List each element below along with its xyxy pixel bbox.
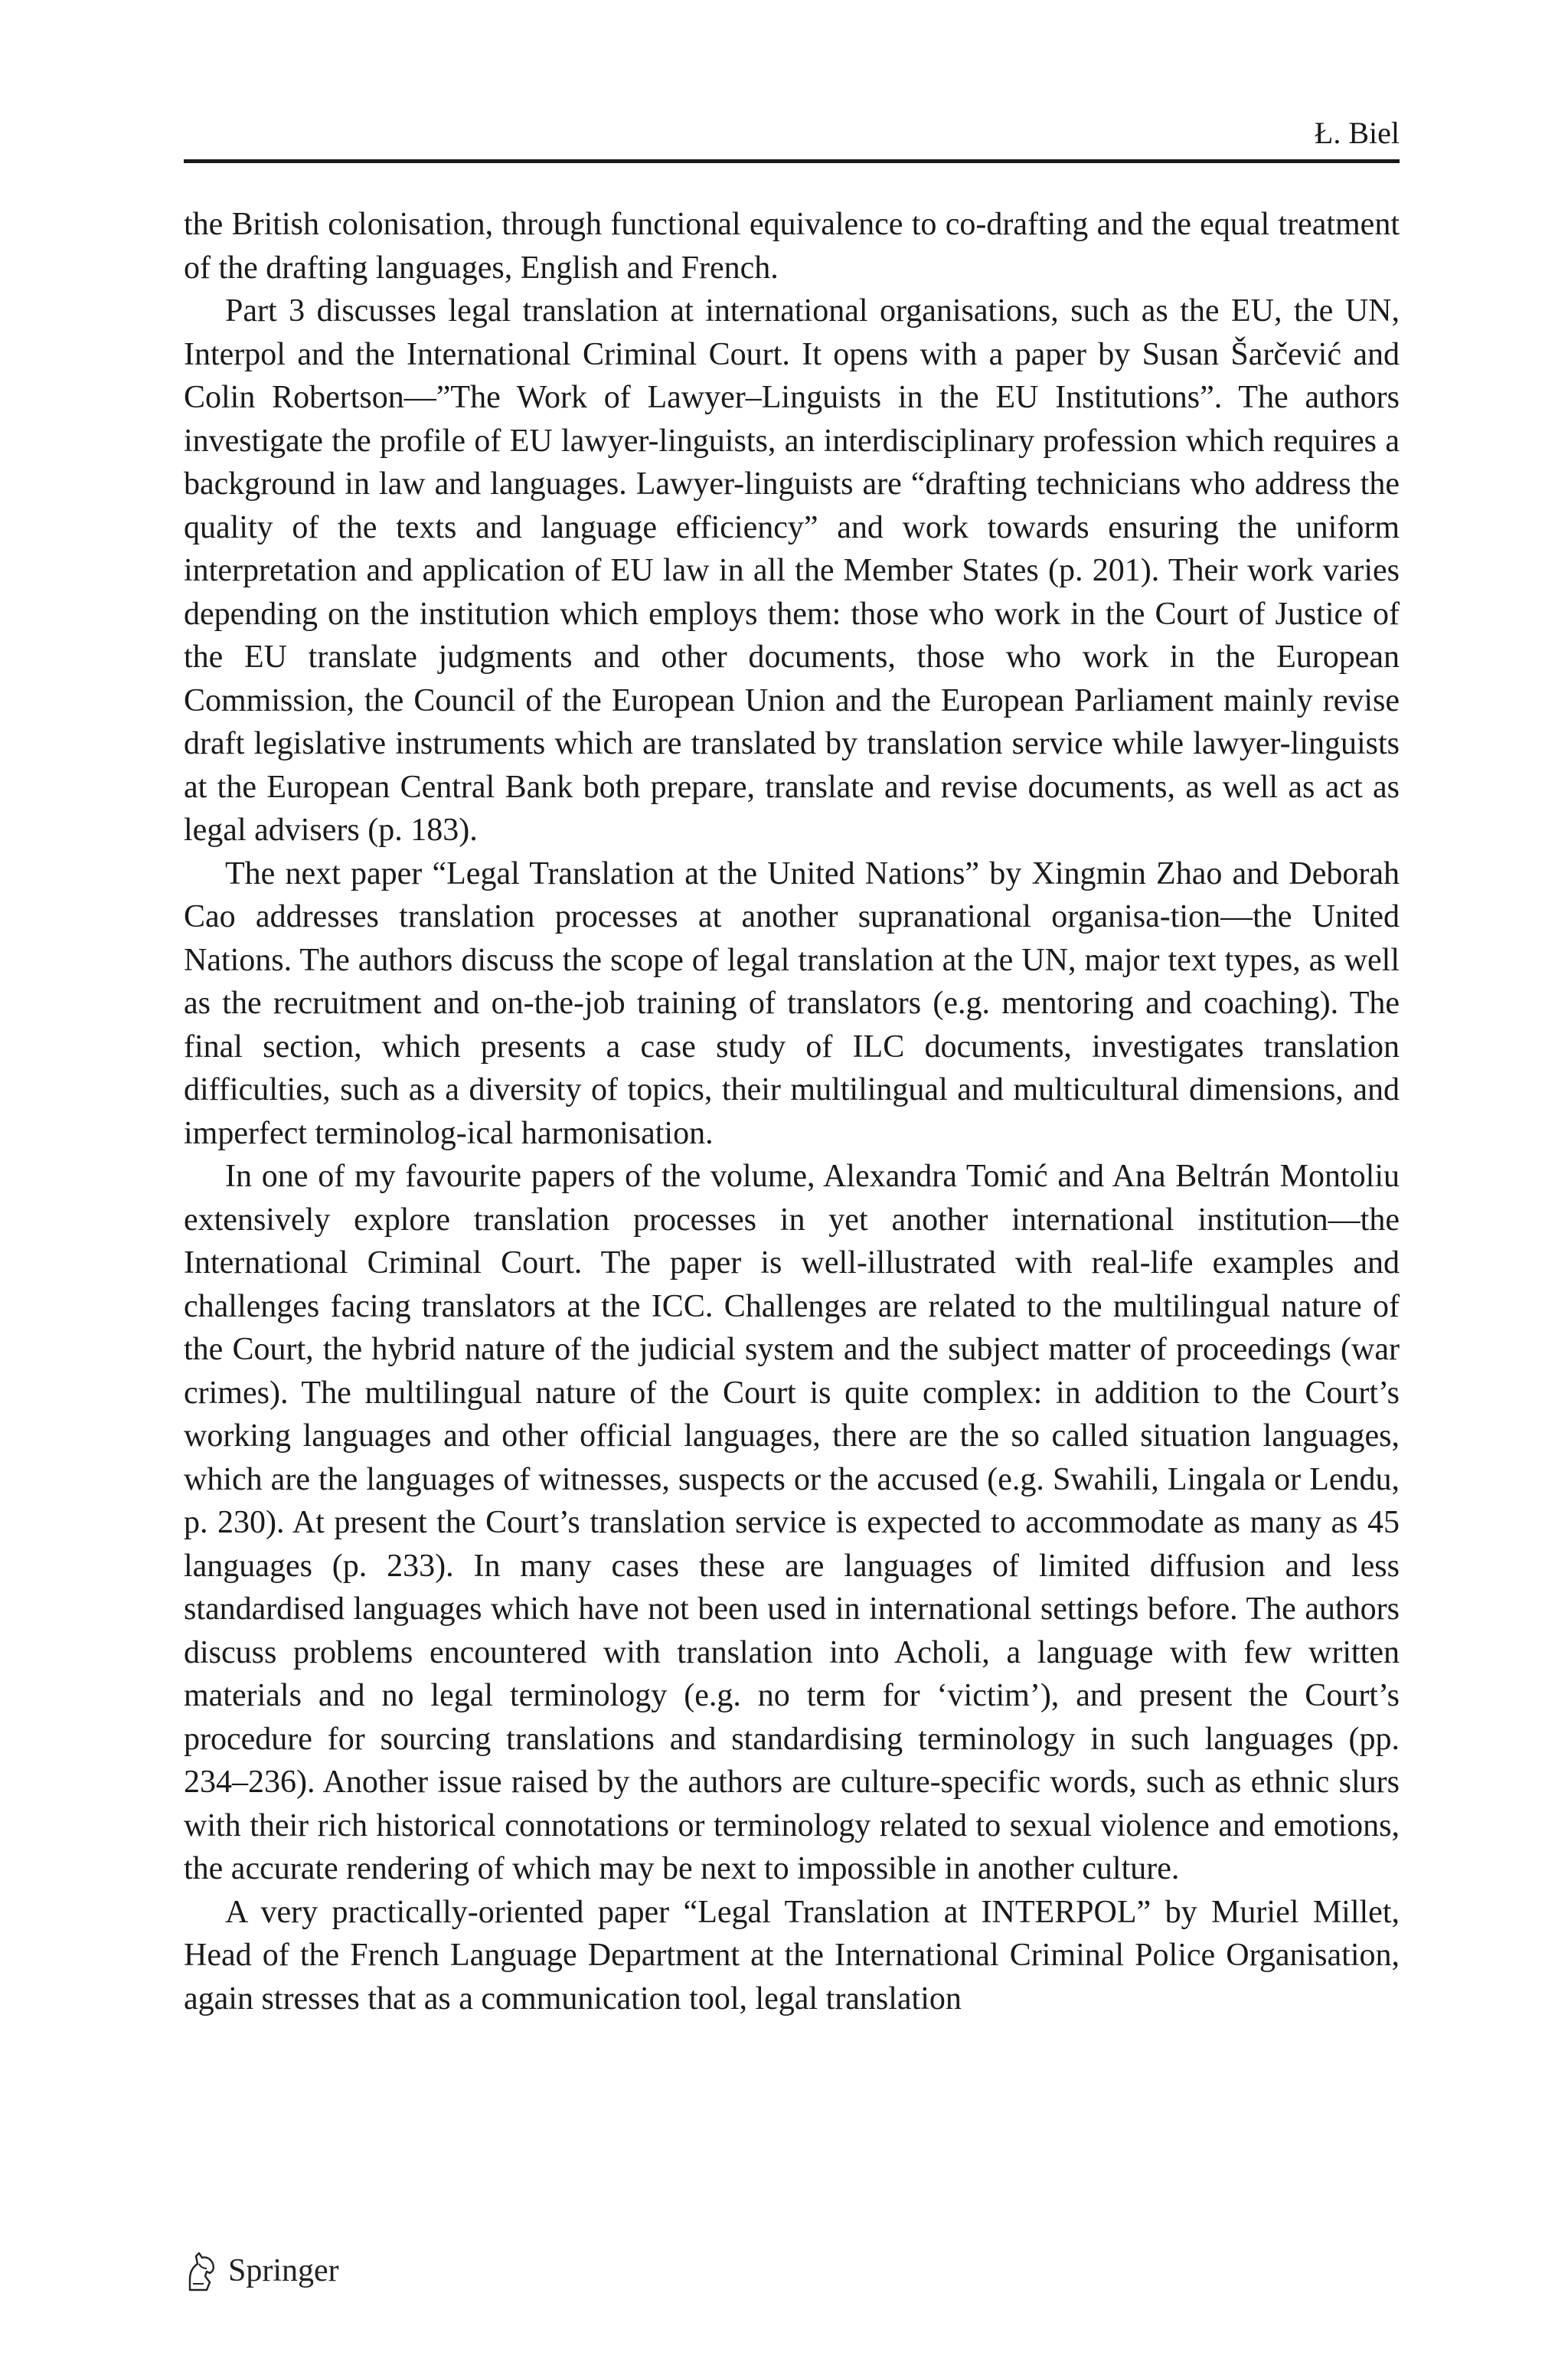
paragraph-4: In one of my favourite papers of the volume, Alexandra Tomić and Ana Beltrán Montoliu extensively explore translation processes in yet another international institution—the International Criminal Court. The paper is well-illustrated with real-life examples and challenges facing translators at the ICC. Challenges are related to the multilingual nature of the Court, the hybrid nature of the judicial system and the subject matter of proceedings (war crimes). The multilingual nature of the Court is quite complex: in addition to the Court’s working languages and other official languages, there are the so called situation languages, which are the languages of witnesses, suspects or the accused (e.g. Swahili, Lingala or Lendu, p. 230). At present the Court’s translation service is expected to accommodate as many as 45 languages (p. 233). In many cases these are languages of limited diffusion and less standardised languages which have not been used in international settings before. The authors discuss problems encountered with translation into Acholi, a language with few written materials and no legal terminology (e.g. no term for ‘victim’), and present the Court’s procedure for sourcing translations and standardising terminology in such languages (pp. 234–236). Another issue raised by the authors are culture-specific words, such as ethnic slurs with their rich historical connotations or terminology related to sexual violence and emotions, the accurate rendering of which may be next to impossible in another culture. (184, 1159, 1400, 1886)
header-rule (184, 159, 1400, 163)
paragraph-2: Part 3 discusses legal translation at international organisations, such as the EU, the UN, Interpol and the International Criminal Court. It opens with a paper by Susan Šarčević and Colin Robertson—”The Work of Lawyer–Linguists in the EU Institutions”. The authors investigate the profile of EU lawyer-linguists, an interdisciplinary profession which requires a background in law and languages. Lawyer-linguists are “drafting technicians who address the quality of the texts and language efficiency” and work towards ensuring the uniform interpretation and application of EU law in all the Member States (p. 201). Their work varies depending on the institution which employs them: those who work in the Court of Justice of the EU translate judgments and other documents, those who work in the European Commission, the Council of the European Union and the European Parliament mainly revise draft legislative instruments which are translated by translation service while lawyer-linguists at the European Central Bank both prepare, translate and revise documents, as well as act as legal advisers (p. 183). (184, 293, 1400, 848)
paragraph-5: A very practically-oriented paper “Legal Translation at INTERPOL” by Muriel Millet, Head of the French Language Department at the International Criminal Police Organisation, again stresses that as a communication tool, legal translation (184, 1894, 1400, 2017)
paragraph-1: the British colonisation, through functional equivalence to co-drafting and the equal treatment of the drafting languages, English and French. (184, 207, 1400, 286)
springer-horse-icon (184, 2249, 219, 2293)
publisher-name: Springer (228, 2253, 339, 2288)
paragraph-3: The next paper “Legal Translation at the United Nations” by Xingmin Zhao and Deborah Cao addresses translation processes at another supranational organisa-tion—the United Nations. The authors discuss the scope of legal translation at the UN, major text types, as well as the recruitment and on-the-job training of translators (e.g. mentoring and coaching). The final section, which presents a case study of ILC documents, investigates translation difficulties, such as a diversity of topics, their multilingual and multicultural dimensions, and imperfect terminolog-ical harmonisation. (184, 855, 1400, 1151)
publisher-footer (184, 2246, 339, 2295)
running-head: Ł. Biel (1314, 116, 1400, 150)
article-body (184, 203, 1400, 2020)
